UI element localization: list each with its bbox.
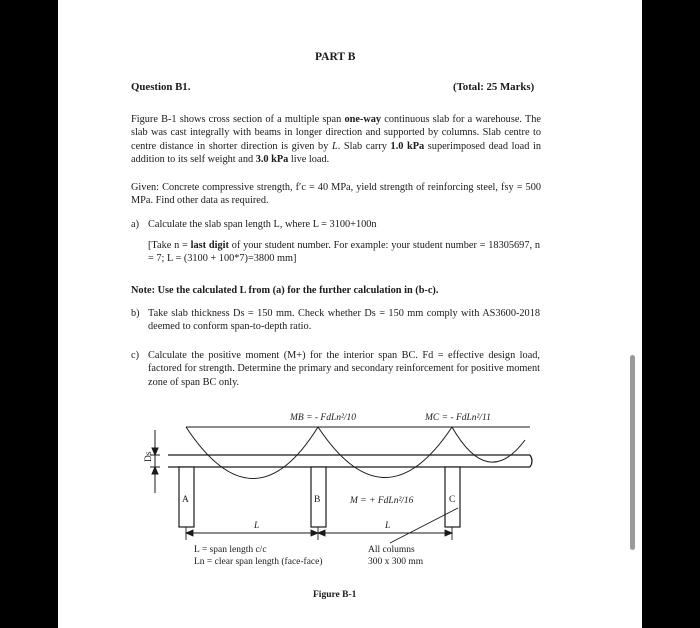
positive-moment-label: M = + FdLn²/16 <box>350 496 414 506</box>
ds-label: Ds <box>144 451 154 462</box>
columns-note-1: All columns <box>368 545 415 555</box>
support-a-label: A <box>182 495 189 505</box>
moment-b-label: MB = - FdLn²/10 <box>290 413 356 423</box>
intro-paragraph: Figure B-1 shows cross section of a multiple span one-way continuous slab for a warehouse. The slab was cast integrally with beams in longer direction and supported by columns. Slab centre to centre distance in shorter direction is given by L. Slab carry 1.0 kPa superimposed dead load in addition to its self weight and 3.0 kPa live load. <box>131 114 541 166</box>
legend-clear-span: Ln = clear span length (face-face) <box>194 557 323 567</box>
note-line: Note: Use the calculated L from (a) for the further calculation in (b-c). <box>131 285 439 296</box>
columns-note-2: 300 x 300 mm <box>368 557 424 567</box>
span-l-label-2: L <box>385 521 391 531</box>
support-b-label: B <box>314 495 321 505</box>
legend-span-length: L = span length c/c <box>194 545 267 555</box>
given-paragraph: Given: Concrete compressive strength, f′c = 40 MPa, yield strength of reinforcing steel, fsy = 500 MPa. Find other data as required. <box>131 182 541 207</box>
total-marks: (Total: 25 Marks) <box>453 81 535 93</box>
span-l-label-1: L <box>254 521 260 531</box>
question-heading: Question B1. <box>131 81 191 93</box>
moment-diagram <box>186 427 530 479</box>
part-title: PART B <box>315 51 356 63</box>
moment-c-label: MC = - FdLn²/11 <box>425 413 491 423</box>
support-c-label: C <box>449 495 456 505</box>
figure-caption: Figure B-1 <box>313 590 357 600</box>
